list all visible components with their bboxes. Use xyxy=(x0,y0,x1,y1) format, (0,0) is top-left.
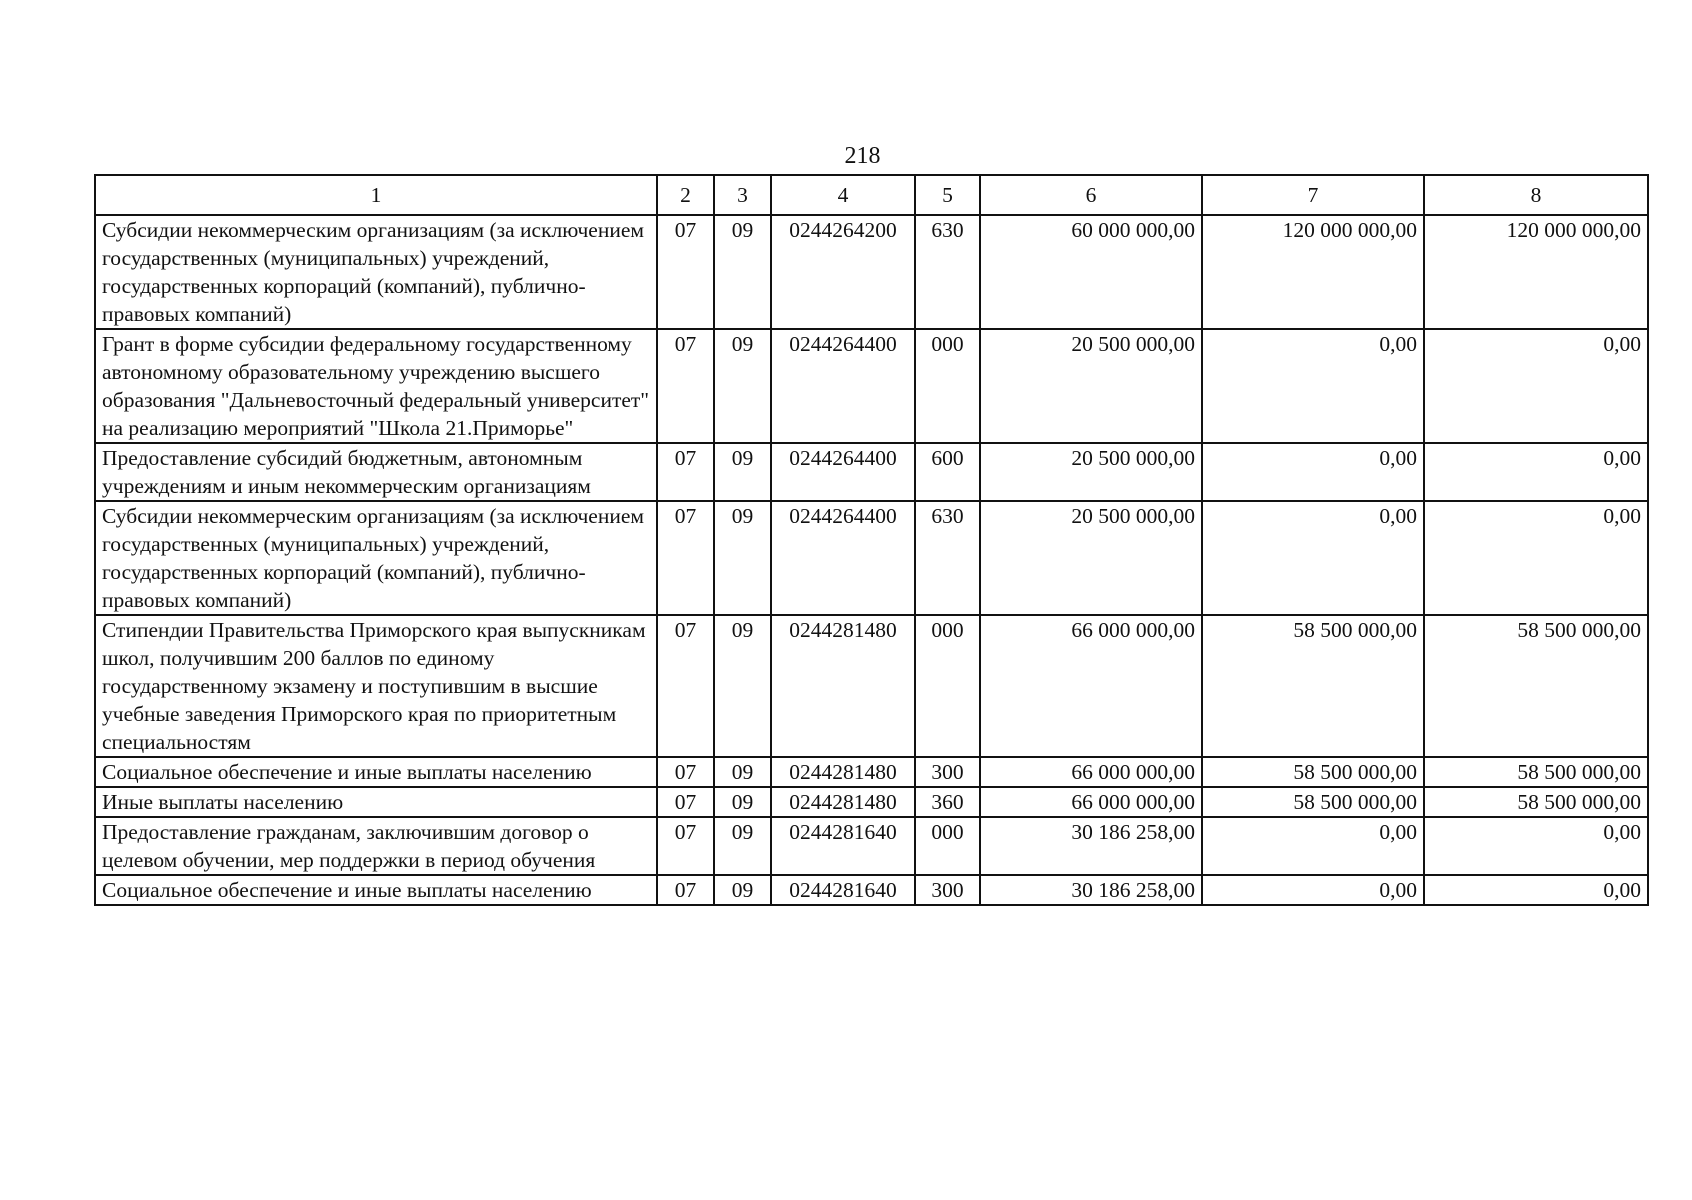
subsection-code: 09 xyxy=(714,875,771,905)
table-row xyxy=(95,443,1648,501)
table-row xyxy=(95,329,1648,443)
amount-col7: 58 500 000,00 xyxy=(1202,787,1424,817)
target-article-code: 0244281640 xyxy=(771,817,915,875)
expense-type-code: 300 xyxy=(915,757,980,787)
column-header: 3 xyxy=(714,175,771,215)
expense-type-code: 300 xyxy=(915,875,980,905)
section-code: 07 xyxy=(657,787,714,817)
expense-type-code: 000 xyxy=(915,615,980,757)
section-code: 07 xyxy=(657,443,714,501)
column-header: 8 xyxy=(1424,175,1648,215)
row-name: Стипендии Правительства Приморского края выпускникам школ, получившим 200 баллов по единому государственному экзамену и поступившим в высшие учебные заведения Приморского края по приоритетным специальностям xyxy=(95,615,657,757)
amount-col7: 58 500 000,00 xyxy=(1202,757,1424,787)
row-name: Иные выплаты населению xyxy=(95,787,657,817)
section-code: 07 xyxy=(657,501,714,615)
target-article-code: 0244281480 xyxy=(771,615,915,757)
expense-type-code: 630 xyxy=(915,501,980,615)
row-name: Предоставление гражданам, заключившим договор о целевом обучении, мер поддержки в период обучения xyxy=(95,817,657,875)
amount-col6: 66 000 000,00 xyxy=(980,787,1202,817)
amount-col6: 30 186 258,00 xyxy=(980,817,1202,875)
column-header: 5 xyxy=(915,175,980,215)
row-name: Социальное обеспечение и иные выплаты населению xyxy=(95,757,657,787)
column-header: 2 xyxy=(657,175,714,215)
row-name: Субсидии некоммерческим организациям (за исключением государственных (муниципальных) учреждений, государственных корпораций (компаний), публично-правовых компаний) xyxy=(95,215,657,329)
page-number: 218 xyxy=(844,143,881,169)
row-name: Субсидии некоммерческим организациям (за исключением государственных (муниципальных) учреждений, государственных корпораций (компаний), публично-правовых компаний) xyxy=(95,501,657,615)
amount-col8: 58 500 000,00 xyxy=(1424,787,1648,817)
column-header: 7 xyxy=(1202,175,1424,215)
subsection-code: 09 xyxy=(714,215,771,329)
subsection-code: 09 xyxy=(714,757,771,787)
amount-col8: 0,00 xyxy=(1424,817,1648,875)
table-row xyxy=(95,501,1648,615)
amount-col8: 0,00 xyxy=(1424,443,1648,501)
column-header: 4 xyxy=(771,175,915,215)
target-article-code: 0244264400 xyxy=(771,501,915,615)
expense-type-code: 000 xyxy=(915,817,980,875)
target-article-code: 0244281480 xyxy=(771,757,915,787)
section-code: 07 xyxy=(657,215,714,329)
section-code: 07 xyxy=(657,875,714,905)
expense-type-code: 630 xyxy=(915,215,980,329)
amount-col6: 66 000 000,00 xyxy=(980,757,1202,787)
subsection-code: 09 xyxy=(714,615,771,757)
amount-col6: 20 500 000,00 xyxy=(980,329,1202,443)
amount-col7: 120 000 000,00 xyxy=(1202,215,1424,329)
target-article-code: 0244264400 xyxy=(771,329,915,443)
subsection-code: 09 xyxy=(714,817,771,875)
target-article-code: 0244281480 xyxy=(771,787,915,817)
amount-col7: 58 500 000,00 xyxy=(1202,615,1424,757)
amount-col8: 0,00 xyxy=(1424,329,1648,443)
expense-type-code: 000 xyxy=(915,329,980,443)
expense-type-code: 600 xyxy=(915,443,980,501)
table-row xyxy=(95,875,1648,905)
amount-col8: 58 500 000,00 xyxy=(1424,615,1648,757)
table-row xyxy=(95,757,1648,787)
section-code: 07 xyxy=(657,329,714,443)
amount-col6: 30 186 258,00 xyxy=(980,875,1202,905)
section-code: 07 xyxy=(657,817,714,875)
subsection-code: 09 xyxy=(714,329,771,443)
amount-col7: 0,00 xyxy=(1202,329,1424,443)
amount-col8: 0,00 xyxy=(1424,501,1648,615)
subsection-code: 09 xyxy=(714,443,771,501)
table-row xyxy=(95,215,1648,329)
amount-col7: 0,00 xyxy=(1202,443,1424,501)
expense-type-code: 360 xyxy=(915,787,980,817)
amount-col8: 120 000 000,00 xyxy=(1424,215,1648,329)
amount-col7: 0,00 xyxy=(1202,501,1424,615)
target-article-code: 0244281640 xyxy=(771,875,915,905)
table-row xyxy=(95,787,1648,817)
row-name: Грант в форме субсидии федеральному государственному автономному образовательному учреждению высшего образования "Дальневосточный федеральный университет" на реализацию мероприятий "Школа 21.Приморье" xyxy=(95,329,657,443)
target-article-code: 0244264400 xyxy=(771,443,915,501)
header-row xyxy=(95,175,1648,215)
amount-col6: 20 500 000,00 xyxy=(980,501,1202,615)
amount-col7: 0,00 xyxy=(1202,875,1424,905)
amount-col6: 20 500 000,00 xyxy=(980,443,1202,501)
budget-table xyxy=(94,174,1649,906)
column-header: 1 xyxy=(95,175,657,215)
section-code: 07 xyxy=(657,757,714,787)
section-code: 07 xyxy=(657,615,714,757)
target-article-code: 0244264200 xyxy=(771,215,915,329)
subsection-code: 09 xyxy=(714,501,771,615)
amount-col7: 0,00 xyxy=(1202,817,1424,875)
table-row xyxy=(95,615,1648,757)
column-header: 6 xyxy=(980,175,1202,215)
subsection-code: 09 xyxy=(714,787,771,817)
amount-col8: 58 500 000,00 xyxy=(1424,757,1648,787)
table-row xyxy=(95,817,1648,875)
amount-col6: 66 000 000,00 xyxy=(980,615,1202,757)
row-name: Предоставление субсидий бюджетным, автономным учреждениям и иным некоммерческим организациям xyxy=(95,443,657,501)
amount-col6: 60 000 000,00 xyxy=(980,215,1202,329)
row-name: Социальное обеспечение и иные выплаты населению xyxy=(95,875,657,905)
amount-col8: 0,00 xyxy=(1424,875,1648,905)
